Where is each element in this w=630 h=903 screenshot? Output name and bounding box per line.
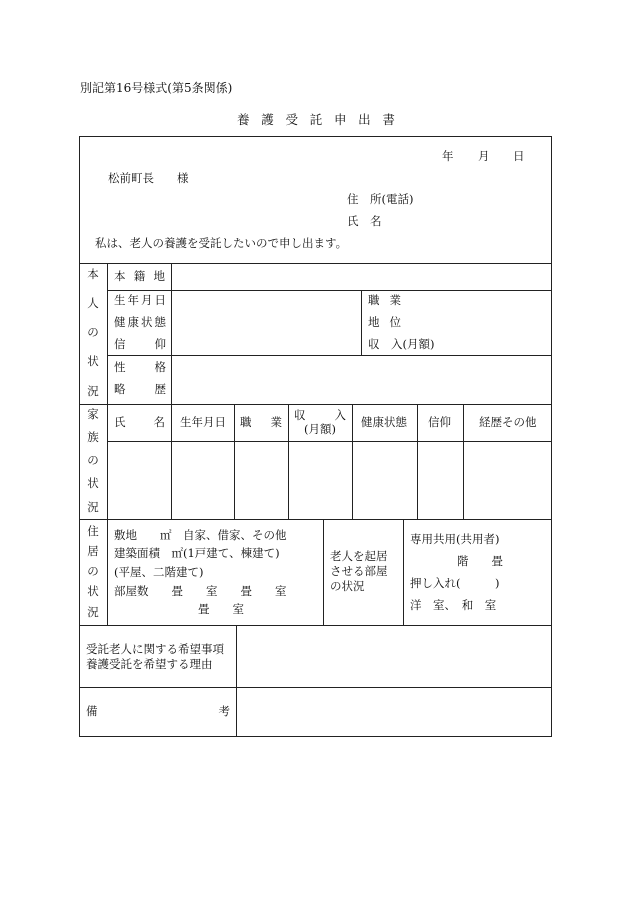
- position-label: 地 位: [368, 315, 401, 329]
- family-col-name: 氏 名: [114, 415, 165, 429]
- title-char: 申: [333, 112, 347, 127]
- gender-label: 性 格: [114, 360, 166, 374]
- residence-shared-use: 専用共用(共用者): [410, 532, 500, 546]
- family-col-history: 経歴その他: [479, 415, 537, 429]
- elderly-room-label-3: の状況: [330, 579, 365, 593]
- date-year: 年: [442, 149, 454, 163]
- address-label: 住 所(電話): [347, 192, 414, 206]
- document-title: [237, 114, 395, 127]
- occupation-label: 職 業: [368, 293, 401, 307]
- title-char: 養: [237, 112, 250, 127]
- title-char: 受: [285, 112, 298, 127]
- date-day: 日: [513, 149, 525, 163]
- family-col-faith: 信仰: [428, 415, 451, 429]
- residence-section-label: 住 居 の 状 況: [87, 524, 99, 619]
- family-col-income: 収 入: [294, 408, 346, 422]
- family-col-income-sub: (月額): [304, 422, 336, 436]
- honseki-label: 本 籍 地: [114, 269, 165, 283]
- name-label: 氏 名: [347, 214, 382, 228]
- addressee: 松前町長: [108, 171, 154, 185]
- title-char: 託: [309, 112, 323, 127]
- residence-room-types: 洋 室、 和 室: [410, 598, 497, 612]
- date-month: 月: [478, 149, 490, 163]
- residence-line-floor-area: 建築面積 ㎡(1戸建て、棟建て): [114, 546, 280, 560]
- residence-line-rooms: 部屋数 畳 室 畳 室: [114, 584, 287, 598]
- residence-closet: 押し入れ( ): [410, 576, 500, 590]
- birth-date-label: 生 年 月 日: [114, 293, 166, 307]
- honorific: 様: [177, 171, 189, 185]
- faith-label: 信 仰: [114, 337, 166, 351]
- remarks-label: 備 考: [86, 704, 230, 718]
- wishes-label-1: 受託老人に関する希望事項: [86, 642, 224, 656]
- elderly-room-label-1: 老人を起居: [330, 549, 388, 563]
- title-char: 書: [382, 112, 395, 127]
- elderly-room-label-2: させる部屋: [330, 564, 388, 578]
- health-label: 健 康 状 態: [114, 315, 166, 329]
- form-number: 別記第16号様式(第5条関係): [80, 81, 233, 95]
- family-col-birth: 生年月日: [180, 415, 226, 429]
- residence-line-stories: (平屋、二階建て): [114, 565, 204, 579]
- residence-floor-tatami: 階 畳: [457, 554, 503, 568]
- title-char: 護: [261, 112, 274, 127]
- residence-line-site: 敷地 ㎡ 自家、借家、その他: [114, 528, 287, 542]
- income-label: 収 入(月額): [368, 337, 435, 351]
- family-col-job: 職 業: [240, 415, 282, 429]
- family-col-health: 健康状態: [361, 415, 407, 429]
- declaration-text: 私は、老人の養護を受託したいので申し出ます。: [95, 236, 348, 250]
- wishes-label-2: 養護受託を希望する理由: [86, 657, 213, 671]
- residence-line-rooms-2: 畳 室: [198, 602, 244, 616]
- personal-section-label: 本 人 の 状 況: [87, 267, 99, 398]
- title-char: 出: [358, 112, 371, 127]
- family-section-label: 家 族 の 状 況: [87, 407, 99, 514]
- history-label: 略 歴: [114, 382, 166, 396]
